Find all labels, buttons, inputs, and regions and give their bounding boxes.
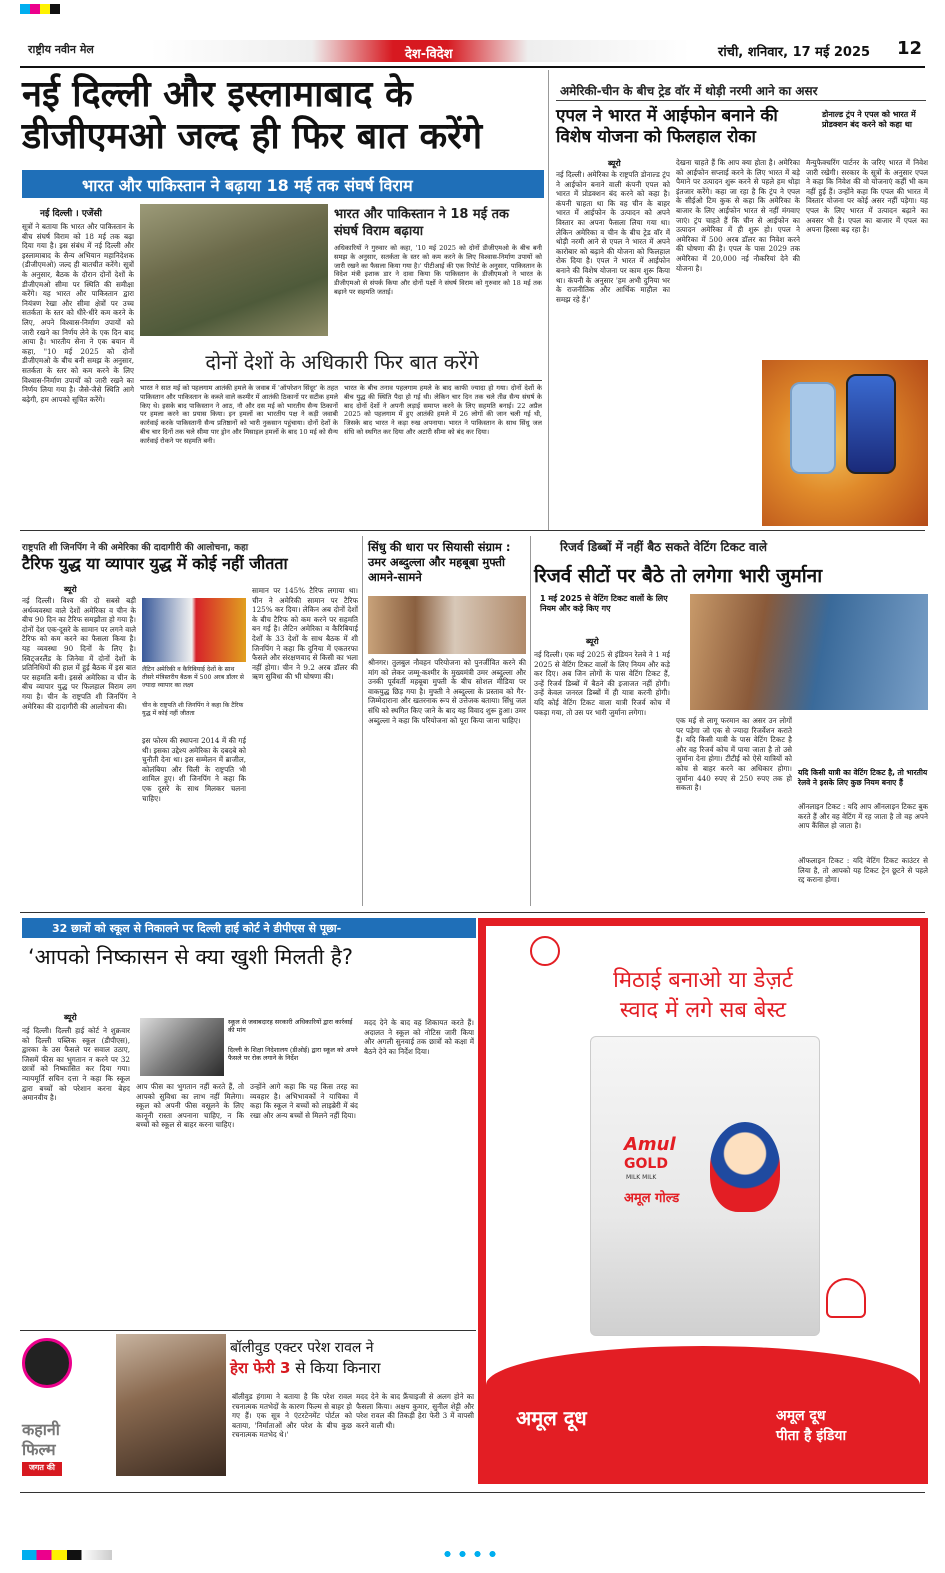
brand-logo: राष्ट्रीय नवीन मेल [28, 43, 94, 56]
pack-product: GOLD [624, 1156, 668, 1172]
railway-bullet-1: ऑनलाइन टिकट : यदि आप ऑनलाइन टिकट बुक करते हैं और वह वेटिंग में रह जाता है तो वह अपने आप कैंसिल हो जाता है। [798, 802, 928, 831]
tariff-byline: ब्यूरो [64, 585, 77, 594]
court-headline: ‘आपको निष्कासन से क्या खुशी मिलती है? [28, 945, 354, 969]
pack-brand: Amul [624, 1134, 676, 1155]
ad-footer-right-2: पीता है इंडिया [776, 1428, 847, 1444]
smiley-icon [530, 936, 560, 966]
apple-body-3: मैन्युफैक्चरिंग पार्टनर के जरिए भारत में निवेश जारी रखेगी। सरकार के सूत्रों के अनुसार एपल ने कहा कि निवेश की वो योजनाएं कहीं भी कम नहीं हुई हैं। उन्होंने कहा कि एपल की भारत में विस्तार योजना पर कोई असर नहीं पड़ेगा। यह एपल के लिए भारत में उत्पादन बढ़ाने का अवसर भी है। एपल का बाजार में एपल का अपना हिस्सा बढ़ रहा है। [806, 158, 928, 235]
lead-side-body: अधिकारियों ने गुरुवार को कहा, '10 मई 2025 को दोनों डीजीएमओ के बीच बनी समझ के अनुसार, सतर्कता के स्तर को कम करने के लिए विश्वास-निर्माण उपायों को जारी रखने का फैसला किया गया है।' पीटीआई की एक रिपोर्ट के अनुसार, पाकिस्तान के विदेश मंत्री इशाक डार ने दावा किया कि पाकिस्तान के डीजीएमओ ने भारत के डीजीएमओ से संपर्क किया और दोनों पक्षों ने संघर्ष विराम को गुरुवार को 18 मई तक बढ़ाने पर सहमति जताई। [334, 244, 542, 296]
film-reel-logo [22, 1338, 72, 1388]
court-kicker [22, 918, 476, 938]
railway-body-1: नई दिल्ली। एक मई 2025 से इंडियन रेलवे ने 1 मई 2025 से वेटिंग टिकट वालों के लिए नियम और कड़े कर दिए। अब जिन लोगों के पास वेटिंग टिकट हैं, उन्हें रिजर्व डिब्बों में बैठने की इजाजत नहीं होगी। उन्हें केवल जनरल डिब्बों में ही यात्रा करनी होगी। यदि कोई वेटिंग टिकट वाला यात्री रिजर्व कोच में पकड़ा गया, तो उस पर भारी जुर्माना लगेगा। [534, 650, 670, 717]
apple-divider [548, 70, 549, 530]
lead-sub-body-left: भारत ने सात मई को पहलगाम आतंकी हमले के जवाब में 'ऑपरेशन सिंदूर' के तहत पाकिस्तान और पाकिस्तान के कब्जे वाले कश्मीर में आतंकी ठिकानों पर सटीक हमले किए थे। इसके बाद पाकिस्तान ने आठ, नौ और दस मई को भारतीय सैन्य ठिकानों पर हमला करने का प्रयास किया। इन हमलों का भारतीय पक्ष ने कड़ी जवाबी कार्रवाई करके पाकिस्तानी सैन्य प्रतिष्ठानों को भारी नुकसान पहुंचाया। दोनों देशों के बीच चार दिनों तक चले सीमा पार ड्रोन और मिसाइल हमलों के बाद 10 मई को सैन्य कार्रवाई रोकने पर सहमति बनी। [140, 384, 338, 445]
indus-divider [362, 536, 363, 906]
ad-footer-left: अमूल दूध [516, 1406, 587, 1430]
lead-byline: नई दिल्ली । एजेंसी [40, 209, 102, 219]
railway-highlight: यदि किसी यात्री का वेटिंग टिकट है, तो भारतीय रेलवे ने इसके लिए कुछ नियम बनाए हैं [798, 768, 928, 787]
court-bullet-2: दिल्ली के शिक्षा निदेशालय (डीओई) द्वारा स्कूल को अपने फैसले पर रोक लगाने के निर्देश [228, 1046, 358, 1063]
lead-strap-text: भारत और पाकिस्तान ने बढ़ाया 18 मई तक संघर्ष विराम [82, 176, 413, 195]
court-kicker-text: 32 छात्रों को स्कूल से निकालने पर दिल्ली हाई कोर्ट ने डीपीएस से पूछा- [52, 922, 342, 935]
logo-tag [22, 1462, 62, 1476]
apple-side-note: डोनाल्ड ट्रंप ने एपल को भारत में प्रोडक्शन बंद करने को कहा था [822, 110, 916, 129]
indus-kicker: सिंधु की धारा पर सियासी संग्राम : उमर अब्दुल्ला और महबूबा मुफ्ती आमने-सामने [368, 540, 511, 584]
court-body-3: उन्होंने आगे कहा कि यह किस तरह का व्यवहार है। अभिभावकों ने याचिका में कहा कि स्कूल ने बच्चों को लाइब्रेरी में बंद रखा और अन्य बच्चों से मिलने नहीं दिया। [250, 1082, 358, 1120]
gavel-photo [140, 1018, 224, 1076]
railway-headline: रिजर्व सीटों पर बैठे तो लगेगा भारी जुर्माना [534, 565, 823, 587]
court-body-4: मदद देने के बाद वह शिकायत करते हैं। अदालत ने स्कूल को नोटिस जारी किया और अगली सुनवाई तक छात्रों को कक्षा में बैठने देने का निर्देश दिया। [364, 1018, 474, 1056]
lead-sub-body-right: भारत के बीच तनाव पहलगाम हमले के बाद काफी ज्यादा हो गया। दोनों देशों के बीच युद्ध की स्थिति पैदा हो गई थी। लेकिन चार दिन तक चले तीव्र सैन्य संघर्ष के बाद दोनों देशों ने अपनी लड़ाई समाप्त करने के लिए सहमति बनाई। 22 अप्रैल 2025 को पहलगाम में हुए आतंकी हमले में 26 लोगों की जान चली गई थी, जिसके बाद भारत ने कड़ा रुख अपनाया। भारत ने पाकिस्तान के साथ सिंधु जल संधि को स्थगित कर दिया और अटारी सीमा को बंद कर दिया। [344, 384, 542, 436]
apple-headline: एपल ने भारत में आईफोन बनाने की विशेष योजना को फिलहाल रोका [556, 106, 778, 147]
railway-divider [530, 536, 531, 906]
tariff-body-1: नई दिल्ली। विश्व की दो सबसे बड़ी अर्थव्यवस्था वाले देशों अमेरिका व चीन के बीच 90 दिन का टैरिफ समझौता हो गया है। दोनों देश एक-दूसरे के सामान पर लगने वाले टैरिफ को कम करने का फैसला किया है। यह व्यवस्था 90 दिनों के लिए है। स्विट्जरलैंड के जिनेवा में दोनों देशों के प्रतिनिधियों की हाल में हुई बैठक में इस बात पर सहमति बनी। इससे अमेरिका व चीन के बीच व्यापार युद्ध पर फिलहाल विराम लग गया है। चीन के राष्ट्रपति शी जिनपिंग ने अमेरिका की दादागीरी की आलोचना की। [22, 596, 136, 711]
lead-side-heading: भारत और पाकिस्तान ने 18 मई तक संघर्ष विराम बढ़ाया [334, 207, 510, 239]
bottom-rule [20, 1492, 925, 1493]
amul-ad [478, 918, 928, 1484]
apple-kicker: अमेरिकी-चीन के बीच ट्रेड वॉर में थोड़ी नरमी आने का असर [560, 84, 818, 98]
tariff-body-2: इस फोरम की स्थापना 2014 में की गई थी। इसका उद्देश्य अमेरिका के दबदबे को चुनौती देना था। इस सम्मेलन में ब्राजील, कोलंबिया और चिली के राष्ट्रपति भी शामिल हुए। शी जिनपिंग ने कहा कि एक दूसरे के साथ मिलकर चलना चाहिए। [142, 736, 246, 803]
top-rule [20, 66, 925, 68]
apple-byline: ब्यूरो [608, 159, 621, 168]
lead-strap [22, 170, 544, 198]
paresh-photo [116, 1334, 226, 1476]
railway-note: 1 मई 2025 से वेटिंग टिकट वालों के लिए नियम और कड़े किए गए [540, 594, 668, 613]
dateline: रांची, शनिवार, 17 मई 2025 [718, 45, 871, 60]
railway-bullet-2: ऑफलाइन टिकट : यदि वेटिंग टिकट काउंटर से लिया है, तो आपको यह टिकट ट्रेन छूटने से पहले रद्द कराना होगा। [798, 856, 928, 885]
lead-sub-rule [140, 380, 542, 381]
indus-body: श्रीनगर। तुलबुल नौवहन परियोजना को पुनर्जीवित करने की मांग को लेकर जम्मू-कश्मीर के मुख्यमंत्री उमर अब्दुल्ला और उनकी पूर्ववर्ती महबूबा मुफ्ती के बीच सोशल मीडिया पर वाकयुद्ध छिड़ गया है। मुफ्ती ने अब्दुल्ला के प्रस्ताव को गैर-जिम्मेदाराना और खतरनाक रूप से उत्तेजक बताया। सिंधु जल संधि को स्थगित किए जाने के बाद यह विवाद शुरू हुआ। उमर अब्दुल्ला ने कहा कि परियोजना को पूरा किया जाना चाहिए। [368, 658, 526, 725]
tariff-body-3: सामान पर 145% टैरिफ लगाया था। चीन ने अमेरिकी सामान पर टैरिफ 125% कर दिया। लेकिन अब दोनों देशों के बीच टैरिफ को कम करने पर सहमति बन गई है। लैटिन अमेरिका व कैरिबियाई देशों के 33 देशों के साथ बैठक में शी जिनपिंग ने कहा कि दुनिया में एकतरफा फैसले और संरक्षणवाद से किसी का भला नहीं होगा। चीन ने 9.2 अरब डॉलर की ऋण सुविधा की भी घोषणा की। [252, 586, 358, 682]
train-photo [690, 594, 928, 710]
trump-xi-photo [142, 598, 246, 662]
soldiers-photo [140, 204, 328, 336]
logo-mid: फिल्म [22, 1440, 56, 1459]
bollywood-headline-1: बॉलीवुड एक्टर परेश रावल ने [230, 1340, 374, 1356]
cupcake-icon [826, 1278, 866, 1318]
ad-footer-right-1: अमूल दूध [776, 1408, 826, 1424]
color-dots-bottom [440, 1548, 500, 1560]
masthead [0, 0, 945, 70]
court-body-1: नई दिल्ली। दिल्ली हाई कोर्ट ने शुक्रवार को दिल्ली पब्लिक स्कूल (डीपीएस), द्वारका के उस फैसले पर सवाल उठाए, जिसमें फीस का भुगतान न करने पर 32 छात्रों को निष्कासित कर दिया गया। न्यायमूर्ति सचिन दत्ता ने कहा कि स्कूल द्वारा बच्चों को परेशान करना बेहद अमानवीय है। [22, 1026, 130, 1103]
tariff-kicker: राष्ट्रपति शी जिनपिंग ने की अमेरिका की दादागीरी की आलोचना, कहा [22, 543, 249, 553]
tariff-caption-2: चीन के राष्ट्रपति शी जिनपिंग ने कहा कि टैरिफ युद्ध में कोई नहीं जीतता [142, 702, 244, 717]
apple-kicker-rule [556, 100, 926, 101]
pack-hindi: अमूल गोल्ड [624, 1191, 680, 1206]
bollywood-body-1: बॉलीवुड हंगामा ने बताया है कि परेश रावल रचनात्मक मतभेदों के कारण फिल्म से बाहर हो गए हैं। एक सूत्र ने एंटरटेनमेंट पोर्टल को बताया, 'निर्माताओं और परेश के बीच कुछ रचनात्मक मतभेद थे।' [232, 1392, 352, 1440]
bollywood-headline-red: हेरा फेरी 3 [230, 1359, 291, 1377]
bollywood-headline-2-wrap [230, 1358, 476, 1378]
bollywood-headline-2: से किया किनारा [295, 1359, 381, 1377]
court-bullet-1: स्कूल से जवाबदारह सरकारी अधिकारियों द्वारा कार्रवाई की मांग [228, 1018, 353, 1035]
tariff-headline: टैरिफ युद्ध या व्यापार युद्ध में कोई नहीं जीतता [22, 554, 288, 573]
indus-photo [368, 596, 526, 654]
row3-rule [20, 912, 925, 913]
ad-headline-2: स्वाद में लगे सब बेस्ट [619, 998, 787, 1023]
iphone-screen [846, 374, 896, 474]
row2-rule [20, 530, 925, 531]
pack-sub: MILK MILK [626, 1174, 657, 1181]
amul-girl-mascot [710, 1122, 780, 1212]
lead-body: सूत्रों ने बताया कि भारत और पाकिस्तान के बीच संघर्ष विराम को 18 मई तक बढ़ा दिया गया है। इस संबंध में नई दिल्ली और इस्लामाबाद के सैन्य अभियान महानिदेशक (डीजीएमओ) जल्द ही बातचीत करेंगे। सूत्रों के अनुसार, बैठक के दौरान दोनों देशों के डीजीएमओ सीमा पर स्थिति की समीक्षा करेंगे। यह भारत और पाकिस्तान द्वारा नियंत्रण रेखा और सीमा क्षेत्रों पर उच्च सतर्कता के स्तर को धीरे-धीरे कम करने के लिए, अपने विश्वास-निर्माण उपायों को जारी रखने का निर्णय लेने के एक दिन बाद आया है। भारतीय सेना ने एक बयान में कहा, "10 मई 2025 को दोनों डीजीएमओ के बीच बनी समझ के अनुसार, सतर्कता के स्तर को कम करने के लिए विश्वास-निर्माण उपायों को जारी रखने का निर्णय लिया गया है। जैसे-जैसे स्थिति आगे बढ़ेगी, हम आपको सूचित करेंगे। [22, 222, 134, 404]
railway-byline: ब्यूरो [586, 637, 599, 646]
iphone-blue [790, 382, 836, 474]
railway-body-2: एक मई से लागू फरमान का असर उन लोगों पर पड़ेगा जो एक से ज्यादा रिजर्वेशन कराते हैं। यदि किसी यात्री के पास वेटिंग टिकट है और वह रिजर्व कोच में पाया जाता है तो उसे जुर्माना देना होगा। टीटीई को ऐसे यात्रियों को कोच से बाहर करने का अधिकार होगा। जुर्माना 440 रुपए से 250 रुपए तक हो सकता है। [676, 716, 792, 793]
section-label: देश-विदेश [405, 47, 453, 62]
iphone-photo [762, 360, 928, 526]
lead-headline: नई दिल्ली और इस्लामाबाद के डीजीएमओ जल्द ही फिर बात करेंगे [22, 74, 483, 157]
railway-kicker: रिजर्व डिब्बों में नहीं बैठ सकते वेटिंग टिकट वाले [560, 540, 767, 554]
bollywood-rule [20, 1330, 476, 1331]
milk-pack [590, 1036, 820, 1336]
color-strip-bottom [22, 1550, 112, 1560]
lead-sub-headline: दोनों देशों के अधिकारी फिर बात करेंगे [205, 350, 479, 374]
color-strip-top [20, 4, 60, 14]
logo-top: कहानी [22, 1420, 60, 1439]
bollywood-body-2: मदद देने के बाद फ्रैंचाइजी से अलग होने का फैसला किया। अक्षय कुमार, सुनील शेट्टी और परेश रावल की तिकड़ी हेरा फेरी 3 में वापसी करने वाली थी। [356, 1392, 474, 1430]
apple-body-2: देखना चाहते हैं कि आप क्या होता है। अमेरिका को आईफोन सप्लाई करने के लिए भारत में बड़े पैमाने पर उत्पादन शुरू करने से पहले हम थोड़ा इंतजार करेंगे। कहा जा रहा है कि ट्रंप ने एपल के सीईओ टिम कुक से कहा कि अमेरिका के बाजार के लिए आईफोन भारत से नहीं मंगवाए जाएं। ट्रंप चाहते हैं कि चीन से आईफोन का उत्पादन अमेरिका में ही शुरू हो। एपल ने अमेरिका में 500 अरब डॉलर का निवेश करने की घोषणा की है। एपल के पास 2029 तक अमेरिका में 20,000 नई नौकरियां देने की योजना है। [676, 158, 800, 273]
court-body-2: आप फीस का भुगतान नहीं करते हैं, तो आपको सुविधा का लाभ नहीं मिलेगा। स्कूल को अपनी फीस वसूलने के लिए कानूनी रास्ता अपनाना चाहिए, न कि बच्चों को स्कूल से बाहर करना चाहिए। [136, 1082, 244, 1130]
ad-headline-1: मिठाई बनाओ या डेज़र्ट [613, 968, 793, 993]
page-number: 12 [897, 38, 923, 59]
tariff-caption-1: लैटिन अमेरिकी व कैरिबियाई देशों के साथ तीसरे मंत्रिस्तरीय बैठक में 500 अरब डॉलर से ज्यादा व्यापार का लक्ष्य [142, 666, 244, 689]
logo-tag-text: जगत की [28, 1463, 55, 1472]
apple-body-1: नई दिल्ली। अमेरिका के राष्ट्रपति डोनाल्ड ट्रंप ने आईफोन बनाने वाली कंपनी एपल को भारत में प्रोडक्शन बंद करने को कहा है। कंपनी चाहता था कि वह चीन के बाहर भारत में आईफोन के उत्पादन को अपने विस्तार का अपना फैसला लिया गया था। लेकिन अमेरिका व चीन के बीच ट्रेड वॉर में थोड़ी नरमी आने से एपल ने भारत में अपने कारोबार को बढ़ाने की योजना को फिलहाल रोक दिया है। एपल ने भारत में आईफोन बनाने की विशेष योजना पर काम शुरू किया था। कंपनी के अनुसार 'हम अभी दुनिया भर के राजनीतिक और आर्थिक माहौल का समझ रहे हैं।' [556, 170, 670, 304]
court-byline: ब्यूरो [64, 1013, 77, 1022]
